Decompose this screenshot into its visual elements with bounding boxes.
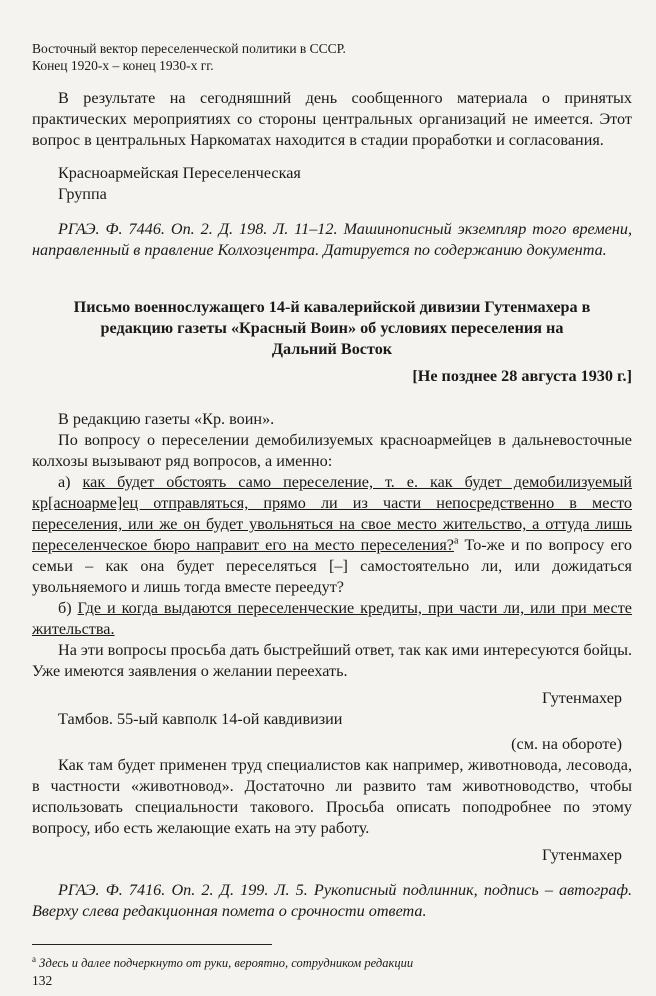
previous-document-signature-line-2: Группа (58, 185, 107, 203)
document-signature-2: Гутенмахер (541, 846, 622, 864)
document-signature: Гутенмахер (541, 689, 622, 707)
question-a-rest: То-же и по вопросу его семьи – как она будет переселяться [–] самостоятельно ли, или дожидаться увольняемого и лишь тогда вместе переедут? (32, 536, 632, 596)
document-title: Письмо военнослужащего 14-й кавалерийской дивизии Гутенмахера в редакцию газеты «Красный Воин» об условиях переселения на Дальний Восток (73, 298, 591, 358)
question-a (32, 472, 632, 598)
overleaf-text: Как там будет применен труд специалистов как например, животновода, лесовода, в частности «животновод». Достаточно ли развито там животноводство, чтобы использовать специальности такового. Просьба описать поподробнее по этому вопросу, ибо есть желающие ехать на эту работу. (32, 756, 632, 837)
question-b-prefix: б) (58, 599, 78, 617)
running-head-line-1: Восточный вектор переселенческой политики в СССР. (32, 41, 346, 56)
page-number: 132 (32, 973, 53, 989)
document-date: [Не позднее 28 августа 1930 г.] (412, 367, 632, 385)
document-source: РГАЭ. Ф. 7416. Оп. 2. Д. 199. Л. 5. Рукописный подлинник, подпись – автограф. Вверху слева редакционная помета о срочности ответа. (32, 881, 632, 920)
footnote-reference: а (454, 535, 459, 547)
footnote (32, 951, 632, 971)
question-b (32, 598, 632, 640)
running-head (32, 40, 632, 74)
footnote-divider (32, 944, 272, 945)
question-a-underlined: как будет обстоять само переселение, т. е. как будет демобилизуемый кр[асноарме]ец отправляться, прямо ли из части непосредственно в место переселения, или же он будет увольняться на свое место жительство, а оттуда лишь переселенческое бюро направит его на место переселения? (32, 473, 632, 554)
document-request: На эти вопросы просьба дать быстрейший ответ, так как ими интересуются бойцы. Уже имеются заявления о желании переехать. (32, 641, 632, 680)
previous-document-source: РГАЭ. Ф. 7446. Оп. 2. Д. 198. Л. 11–12. Машинописный экземпляр того времени, направленный в правление Колхозцентра. Датируется по содержанию документа. (32, 220, 632, 259)
previous-document-paragraph: В результате на сегодняшний день сообщенного материала о принятых практических мероприятиях со стороны центральных организаций не имеется. Этот вопрос в центральных Наркоматах находится в стадии проработки и согласования. (32, 89, 632, 149)
question-b-underlined: Где и когда выдаются переселенческие кредиты, при части ли, или при месте жительства. (32, 599, 632, 638)
previous-document-signature-line-1: Красноармейская Переселенческая (58, 164, 301, 182)
footnote-mark: а (32, 954, 36, 964)
footnote-text: Здесь и далее подчеркнуто от руки, вероятно, сотрудником редакции (36, 956, 414, 971)
document-intro: По вопросу о переселении демобилизуемых красноармейцев в дальневосточные колхозы вызывают ряд вопросов, а именно: (32, 431, 632, 470)
question-a-prefix: а) (58, 473, 83, 491)
overleaf-note: (см. на обороте) (511, 735, 622, 753)
document-addressee: В редакцию газеты «Кр. воин». (58, 410, 275, 428)
running-head-line-2: Конец 1920-х – конец 1930-х гг. (32, 58, 214, 73)
document-unit: Тамбов. 55-ый кавполк 14-ой кавдивизии (58, 710, 343, 728)
